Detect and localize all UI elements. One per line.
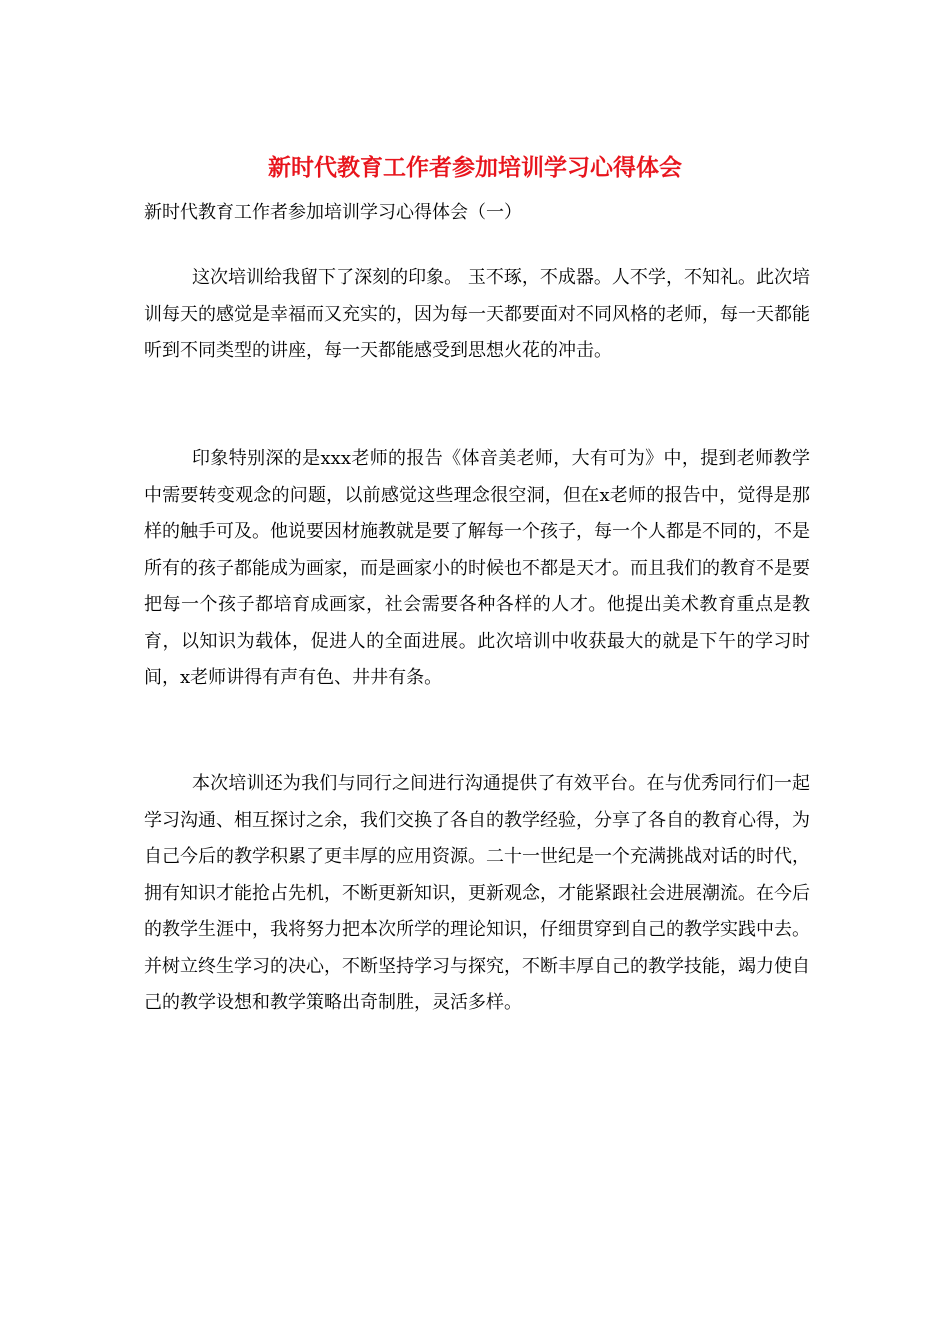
body-paragraph-3: 本次培训还为我们与同行之间进行沟通提供了有效平台。在与优秀同行们一起学习沟通、相互探讨之余，我们交换了各自的教学经验，分享了各自的教育心得，为自己今后的教学积累了更丰厚的应用资源。二十一世纪是一个充满挑战对话的时代，拥有知识才能抢占先机，不断更新知识，更新观念，才能紧跟社会进展潮流。在今后的教学生涯中，我将努力把本次所学的理论知识，仔细贯穿到自己的教学实践中去。并树立终生学习的决心，不断坚持学习与探究，不断丰厚自己的教学技能，竭力使自己的教学设想和教学策略出奇制胜，灵活多样。 [144, 773, 810, 1013]
document-subtitle: 新时代教育工作者参加培训学习心得体会（一） [144, 202, 522, 223]
body-paragraph-1: 这次培训给我留下了深刻的印象。 玉不琢，不成器。人不学，不知礼。此次培训每天的感觉是幸福而又充实的，因为每一天都要面对不同风格的老师，每一天都能听到不同类型的讲座，每一天都能感受到思想火花的冲击。 [144, 267, 810, 361]
document-title: 新时代教育工作者参加培训学习心得体会 [268, 154, 682, 181]
body-paragraph-2: 印象特别深的是xxx老师的报告《体音美老师，大有可为》中，提到老师教学中需要转变观念的问题，以前感觉这些理念很空洞，但在x老师的报告中，觉得是那样的触手可及。他说要因材施教就是要了解每一个孩子，每一个人都是不同的，不是所有的孩子都能成为画家，而是画家小的时候也不都是天才。而且我们的教育不是要把每一个孩子都培育成画家，社会需要各种各样的人才。他提出美术教育重点是教育，以知识为载体，促进人的全面进展。此次培训中收获最大的就是下午的学习时间，x老师讲得有声有色、井井有条。 [144, 448, 810, 688]
